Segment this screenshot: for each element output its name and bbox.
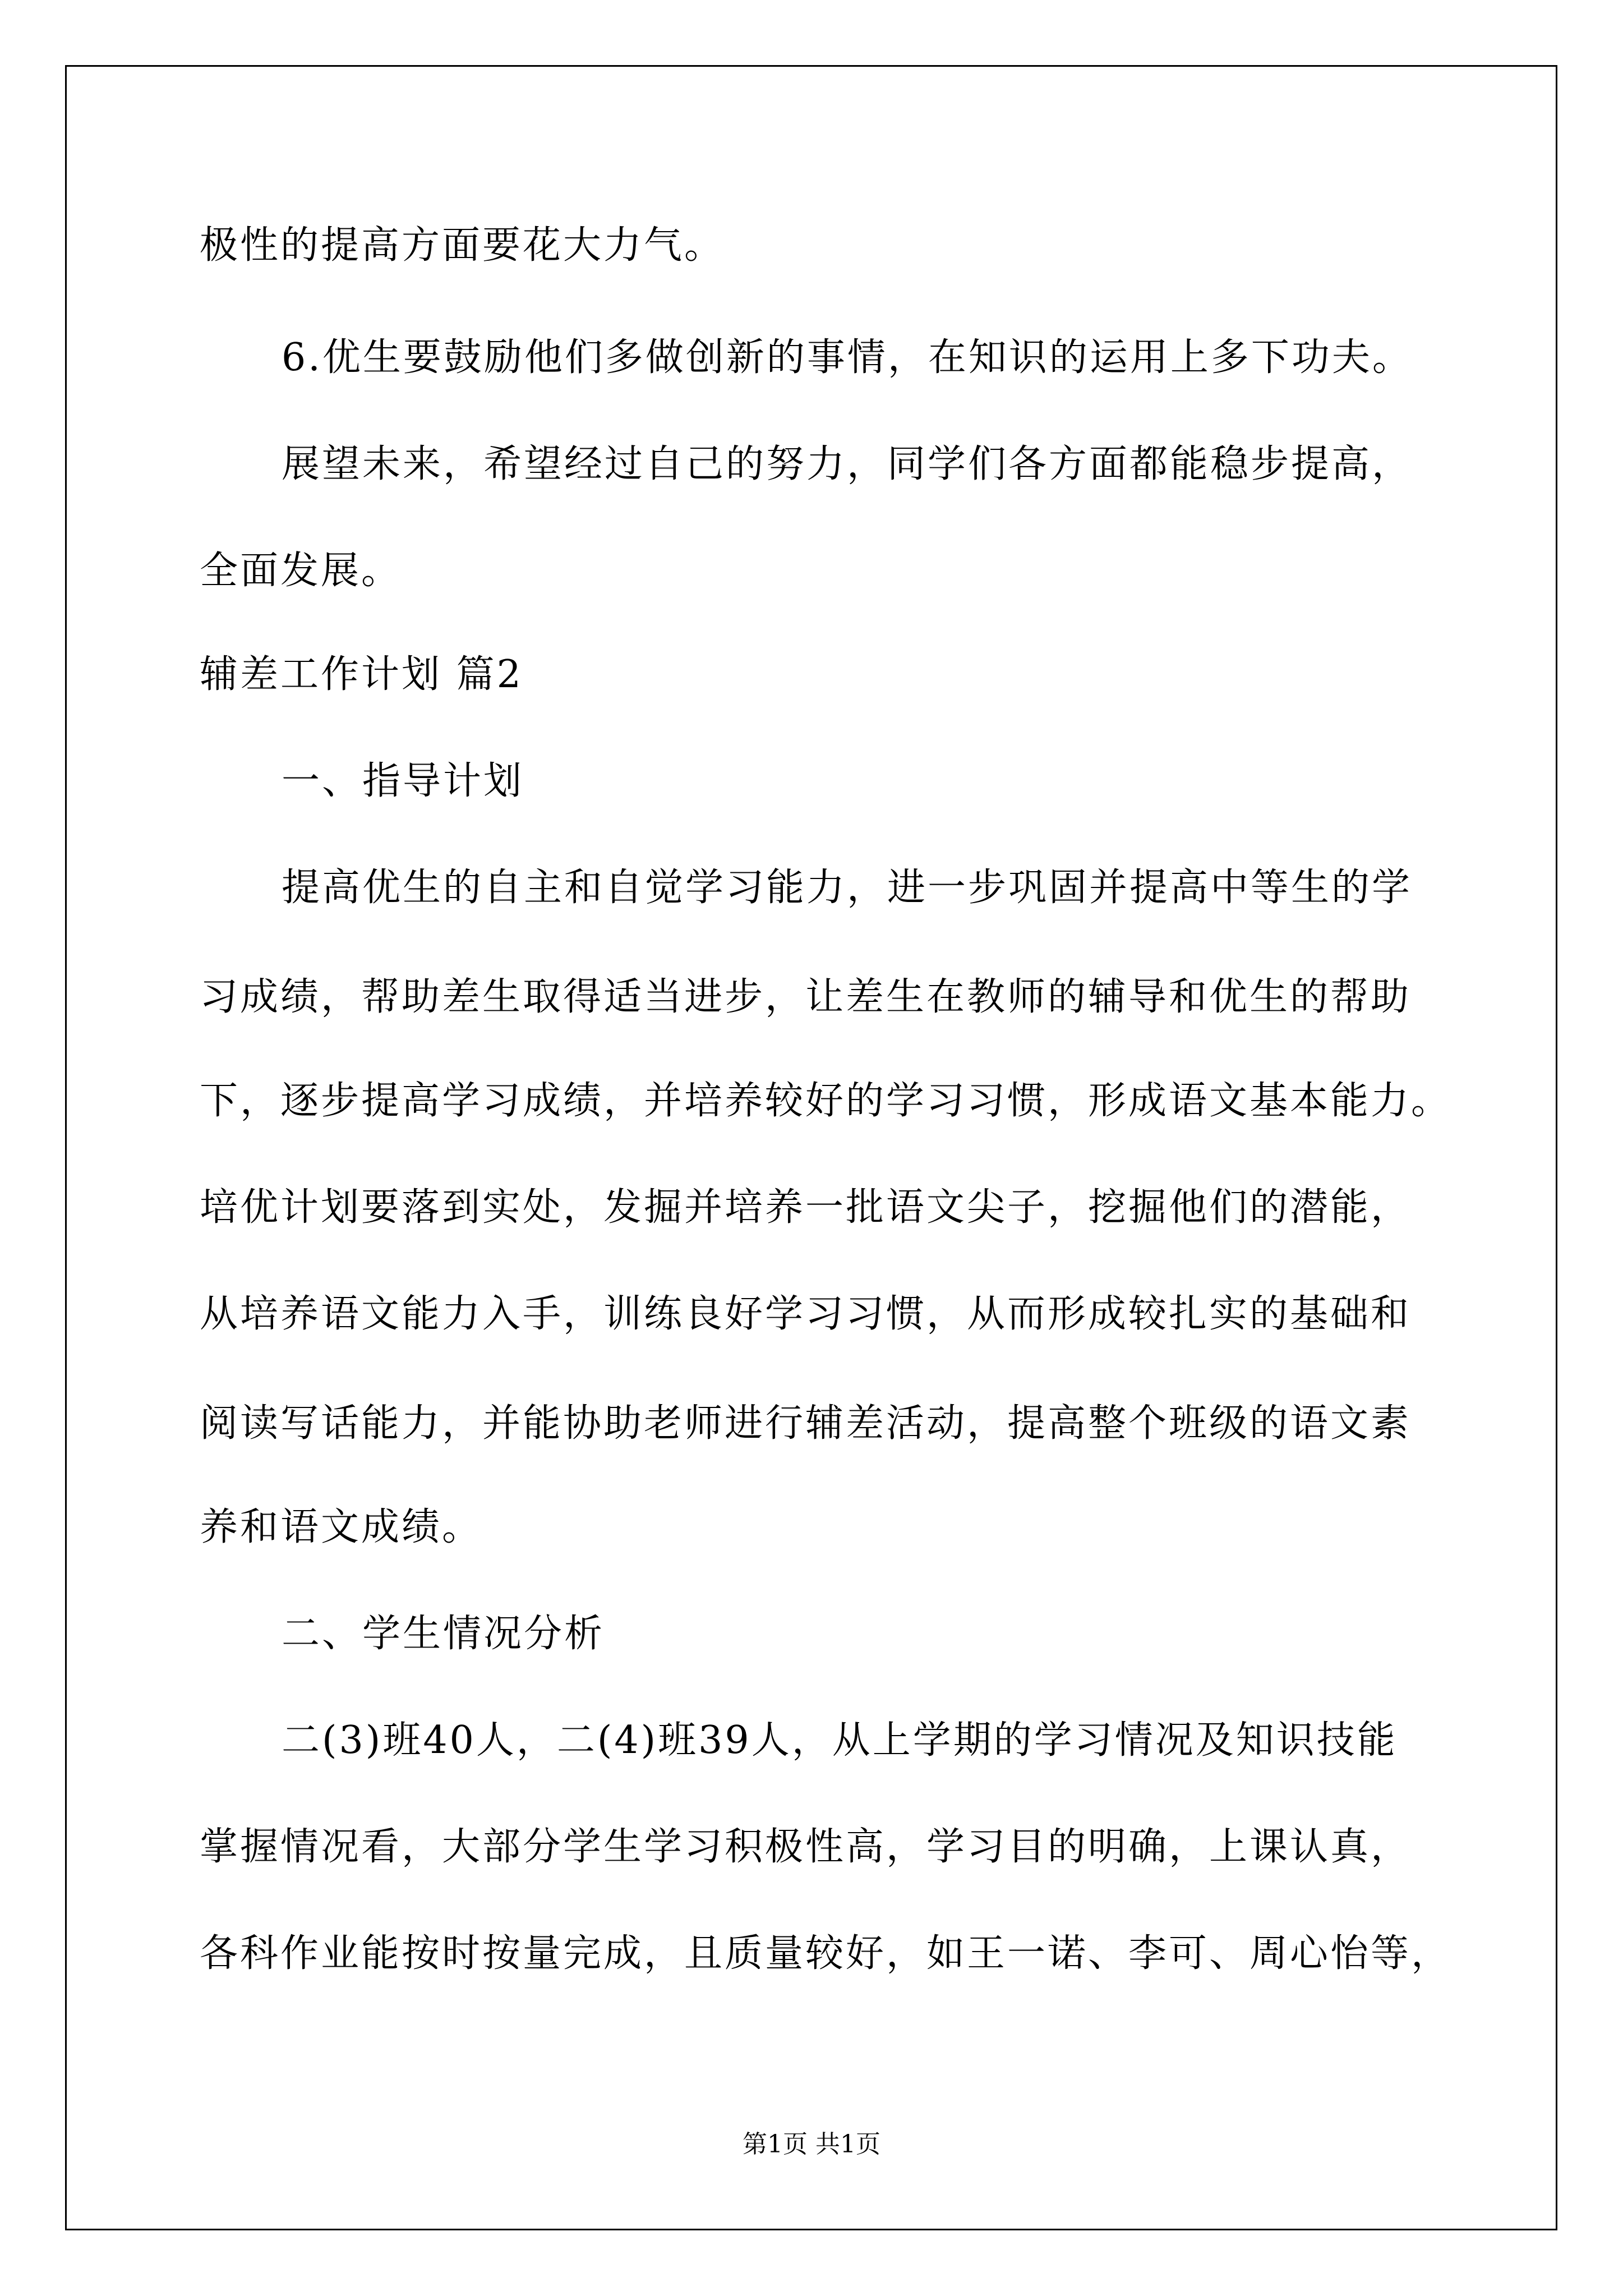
text-line: 阅读写话能力，并能协助老师进行辅差活动，提高整个班级的语文素	[200, 1401, 1412, 1446]
text-line: 习成绩，帮助差生取得适当进步，让差生在教师的辅导和优生的帮助	[200, 975, 1412, 1019]
text-line: 提高优生的自主和自觉学习能力，进一步巩固并提高中等生的学	[282, 866, 1413, 910]
text-line: 培优计划要落到实处，发掘并培养一批语文尖子，挖掘他们的潜能，	[200, 1185, 1412, 1230]
text-line: 二(3)班40人，二(4)班39人，从上学期的学习情况及知识技能	[282, 1718, 1398, 1763]
page-border	[65, 65, 1557, 2230]
text-line: 极性的提高方面要花大力气。	[200, 223, 725, 268]
section-heading: 辅差工作计划 篇2	[200, 652, 523, 697]
page-footer: 第1页 共1页	[743, 2130, 880, 2159]
text-line: 展望未来，希望经过自己的努力，同学们各方面都能稳步提高，	[282, 442, 1413, 486]
text-line: 各科作业能按时按量完成，且质量较好，如王一诺、李可、周心怡等，	[200, 1931, 1452, 1976]
text-line: 6.优生要鼓励他们多做创新的事情，在知识的运用上多下功夫。	[282, 335, 1413, 380]
text-line: 全面发展。	[200, 549, 402, 593]
text-line: 掌握情况看，大部分学生学习积极性高，学习目的明确，上课认真，	[200, 1825, 1412, 1869]
subsection-heading: 一、指导计划	[282, 759, 524, 803]
subsection-heading: 二、学生情况分析	[282, 1612, 605, 1656]
text-line: 从培养语文能力入手，训练良好学习习惯，从而形成较扎实的基础和	[200, 1292, 1412, 1336]
text-line: 养和语文成绩。	[200, 1505, 483, 1549]
text-line: 下，逐步提高学习成绩，并培养较好的学习习惯，形成语文基本能力。	[200, 1079, 1452, 1123]
